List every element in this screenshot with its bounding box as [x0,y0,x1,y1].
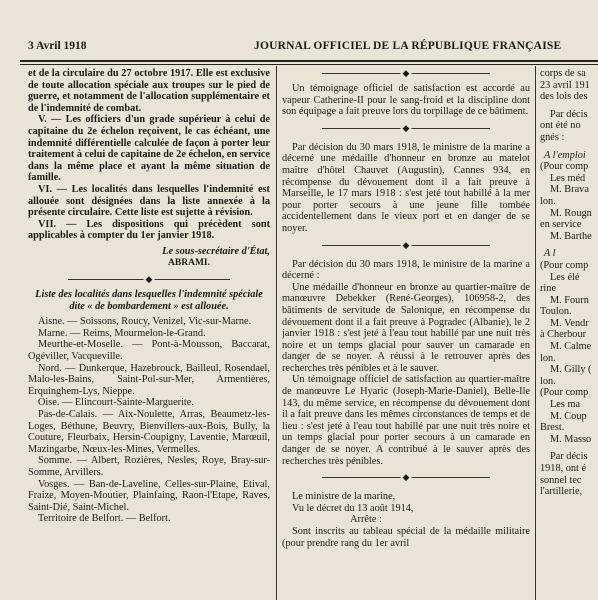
right-column-line: M. Rougn [550,207,592,219]
right-column-line: lon. [540,375,556,387]
divider-ornament-icon: ◆ [402,239,410,250]
section-divider [282,68,530,78]
header-rule [20,60,598,62]
header-date: 3 Avril 1918 [28,40,87,52]
right-column-line: des lois des [540,91,588,103]
right-column-line: M. Fourn [550,294,589,306]
list-entry: Pas-de-Calais. — Aix-Noulette, Arras, Beaumetz-les-Loges, Béthune, Beuvry, Bienvillers-aux-Bois, Bully, la Couture, Fleurbaix, Hersin-Coupigny, Laventie, Marœuil, Mazingarbe, Nœux-les-Mines, Vermelles. [28,409,270,455]
article-vii: VII. — Les dispositions qui précèdent sont applicables à compter du 1er janvier 1918. [28,218,270,242]
right-column-line: M. Gilly ( [550,364,592,376]
right-column-line: gnés : [540,131,565,143]
list-entry: Vosges. — Ban-de-Laveline, Celles-sur-Plaine, Etival, Fraize, Moyen-Moutier, Plainfaing, Raon-l'Etape, Raves, Saint-Dié, Saint-Michel. [28,478,270,513]
right-column-line: lon. [540,352,556,364]
sont-inscrits: Sont inscrits au tableau spécial de la médaille militaire (pour prendre rang du 1er avril [282,526,530,549]
right-column-line: corps de sa [540,68,586,79]
divider-ornament-icon: ◆ [402,472,410,483]
right-column-line: lon. [540,195,556,207]
right-column-line: Les ma [550,399,581,411]
page-header [28,40,598,56]
right-column-line: Par décis [550,108,588,120]
right-column-line: ont été no [540,120,581,132]
arrete-heading: Arrête : [350,514,382,526]
divider-ornament-icon: ◆ [145,274,153,285]
right-column-line: rine [540,283,557,295]
column-separator [535,66,536,600]
decision-le-hyaric: Un témoignage officiel de satisfaction au quartier-maître de manœuvre Le Hyaric (Joseph-Marie-Daniel), Belle-Ile 143, du même service, en récompense du dévouement dont il a fait preuve dans les mêmes circonstances de temps et de lieu : s'est jeté à l'eau tout habillé par une nuit très noire et un temps glacial pour porter secours à un camarade en danger de se noyer. A contribué à le sauver après des recherches très pénibles. [282,374,530,467]
decision-intro: Par décision du 30 mars 1918, le ministre de la marine a décerné : [282,258,530,282]
list-entry: Aisne. — Soissons, Roucy, Venizel, Vic-sur-Marne. [38,316,252,328]
article-v: V. — Les officiers d'un grade supérieur à celui de capitaine du 2e échelon reçoivent, le cas échéant, une indemnité différentielle calculée de façon à porter leur traitement à celui de capitaine de 2e échelon, en service dans la même place et ayant la même situation de famille. [28,114,270,184]
list-entry: Territoire de Belfort. — Belfort. [38,513,171,525]
section-divider [28,274,270,284]
column-middle [282,68,530,600]
section-divider [282,472,530,482]
temoignage-catherine: Un témoignage officiel de satisfaction est accordé au vapeur Catherine-II pour le sang-froid et la discipline dont son équipage a fait preuve lors du torpillage de ce bâtiment. [282,83,530,118]
section-divider [282,240,530,250]
right-column-line: Les méd [550,172,586,184]
right-column-line: M. Vendr [550,317,589,329]
right-column-line: en service [540,219,582,231]
right-column-line: Toulon. [540,306,572,318]
circular-intro: et de la circulaire du 27 octobre 1917. Elle est exclusive de toute allocation spéciale aux troupes sur le pied de guerre, et notamment de l'allocation supplémentaire et de l'indemnité de combat. [28,68,270,114]
article-vi: VI. — Les localités dans lesquelles l'indemnité est allouée sont désignées dans la liste annexée à la présente circulaire. Cette liste est sujette à révision. [28,183,270,219]
right-column-line: 23 avril 191 [540,79,590,91]
right-column-line: M. Masso [550,433,592,445]
column-left [28,68,270,600]
right-column-line: (Pour comp [540,259,589,271]
list-entry: Somme. — Albert, Rozières, Nesles, Roye, Bray-sur-Somme, Arvillers. [28,455,270,478]
list-entry: Meurthe-et-Moselle. — Pont-à-Mousson, Baccarat, Ogéviller, Vacqueville. [28,339,270,363]
header-title: JOURNAL OFFICIEL DE LA RÉPUBLIQUE FRANÇAISE [254,40,562,52]
list-entry: Nord. — Dunkerque, Hazebrouck, Bailleul, Rosendael, Malo-les-Bains, Saint-Pol-sur-Mer, Armentières, Erquinghem-Lys, Nieppe. [28,362,270,397]
right-column-line: M. Coup [550,410,587,422]
list-entry: Marne. — Reims, Mourmelon-le-Grand. [38,327,206,339]
right-column-line: 1918, ont é [540,463,587,474]
decision-chauvet: Par décision du 30 mars 1918, le ministre de la marine a décerné une médaille d'honneur en bronze au matelot maître d'hôtel Chauvet (Augustin), Cannes 934, en récompense du dévouement dont il a fait preuve à Marseille, le 17 mars 1918 : s'est jeté tout habillé à la mer pour porter secours à une jeune fille tombée accidentellement dans le vieux port et en danger de se noyer. [282,141,530,234]
divider-ornament-icon: ◆ [402,68,410,78]
signature-title: Le sous-secrétaire d'État, [162,245,270,257]
right-column-line: M. Barthe [550,230,592,242]
vu-decret: Vu le décret du 13 août 1914, [292,502,414,514]
list-entry: Oise. — Elincourt-Sainte-Marguerite. [38,397,194,409]
right-column-line: M. Brava [550,184,589,196]
right-column-line: l'artillerie, [540,486,583,498]
minister-line: Le ministre de la marine, [292,491,396,503]
right-column-line: M. Calme [550,341,592,353]
header-rule-thin [20,64,598,65]
right-column-line: Les élé [550,271,580,283]
divider-ornament-icon: ◆ [402,122,410,133]
right-column-line: A l [544,248,556,260]
section-divider [282,123,530,133]
right-column-line: Brest. [540,422,565,434]
column-right [540,68,598,600]
right-column-line: (Pour comp [540,161,589,173]
signature-name: ABRAMI. [168,257,210,268]
right-column-line: Par décis [550,451,588,463]
right-column-line: (Pour comp [540,387,589,399]
column-separator [276,66,277,600]
right-column-line: A l'emploi [544,149,586,161]
list-title: Liste des localités dans lesquelles l'indemnité spéciale dite « de bombardement » est allouée. [35,289,263,312]
right-column-line: sonnel tec [540,474,582,486]
decision-debekker: Une médaille d'honneur en bronze au quartier-maître de manœuvre Debekker (René-Georges), 106958-2, des bâtiments de servitude de Salonique, en récompense du dévouement dont il a fait preuve à Pogradec (Albanie), le 2 janvier 1918 : s'est jeté à l'eau tout habillé par une nuit très noire et un temps glacial pour sauver un camarade en danger de se noyer. A réussi à le retrouver après des recherches très pénibles et à le sauver. [282,281,530,374]
right-column-line: à Cherbour [540,329,587,341]
